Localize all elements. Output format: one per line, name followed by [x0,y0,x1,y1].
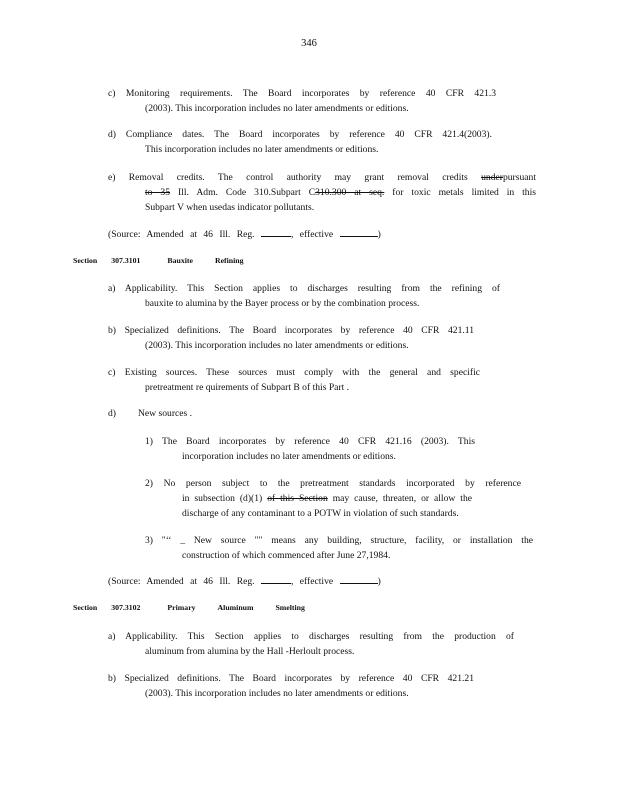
inserted-text: pursuant [502,172,536,183]
source-note: (Source: Amended at 46 Ill. Reg. , effective ) [108,229,381,240]
struck-text: under [481,172,503,183]
struck-text: to 35 [145,187,171,198]
paragraph-line: construction of which commenced after June 27,1984. [182,550,391,561]
paragraph-line: in subsection (d)(1) of this Section may cause, threaten, or allow the [182,493,472,504]
paragraph-specialized-definitions [108,671,474,701]
paragraph-line: (2003). This incorporation includes no later amendments or editions. [145,340,409,351]
paragraph-line: e) Removal credits. The control authority may grant removal credits underpursuant [108,172,536,183]
paragraph-compliance-dates [108,127,492,157]
paragraph-line: 2) No person subject to the pretreatment standards incorporated by reference [145,478,521,489]
paragraph-applicability [108,629,514,659]
paragraph-line: This incorporation includes no later amendments or editions. [145,144,379,155]
paragraph-line: to 35 Ill. Adm. Code 310.Subpart C310.300 at seq. for toxic metals limited in this [145,187,537,198]
paragraph-applicability [108,281,500,311]
struck-text: 310.300 at seq. [315,187,385,198]
paragraph-line: b) Specialized definitions. The Board incorporates by reference 40 CFR 421.11 [108,325,474,336]
paragraph-removal-credits [108,170,536,215]
struck-text: of this Section [267,493,328,504]
paragraph-line: pretreatment re quirements of Subpart B of this Part . [145,382,350,393]
subparagraph-d2 [145,476,521,521]
paragraph-line: c) Monitoring requirements. The Board incorporates by reference 40 CFR 421.3 [108,88,496,99]
paragraph-new-sources: d) New sources . [108,408,193,419]
paragraph-line: discharge of any contaminant to a POTW in violation of such standards. [182,508,459,519]
section-heading: Section 307.3102 Primary Aluminum Smelting [73,603,305,612]
paragraph-line: a) Applicability. This Section applies to discharges resulting from the refining of [108,283,500,294]
page-number: 346 [301,38,317,49]
paragraph-line: 1) The Board incorporates by reference 40 CFR 421.16 (2003). This [145,436,475,447]
paragraph-monitoring-requirements [108,86,496,116]
paragraph-line: bauxite to alumina by the Bayer process or by the combination process. [145,298,420,309]
paragraph-line: b) Specialized definitions. The Board incorporates by reference 40 CFR 421.21 [108,673,474,684]
paragraph-line: (2003). This incorporation includes no later amendments or editions. [145,103,409,114]
paragraph-line: d) Compliance dates. The Board incorporates by reference 40 CFR 421.4(2003). [108,129,492,140]
paragraph-line: aluminum from alumina by the Hall -Herloult process. [145,646,355,657]
paragraph-line: (2003). This incorporation includes no later amendments or editions. [145,688,409,699]
subparagraph-d3 [145,533,533,563]
subparagraph-d1 [145,434,475,464]
paragraph-line: incorporation includes no later amendments or editions. [182,451,396,462]
paragraph-line: a) Applicability. This Section applies to discharges resulting from the production of [108,631,514,642]
paragraph-line: c) Existing sources. These sources must comply with the general and specific [108,367,480,378]
source-note: (Source: Amended at 46 Ill. Reg. , effective ) [108,576,381,587]
paragraph-line: 3) "‘‘ _ New source "" means any building, structure, facility, or installation the [145,535,533,546]
paragraph-specialized-definitions [108,323,474,353]
paragraph-line: Subpart V when usedas indicator pollutants. [145,202,315,213]
section-heading: Section 307.3101 Bauxite Refining [73,256,244,265]
paragraph-existing-sources [108,365,480,395]
